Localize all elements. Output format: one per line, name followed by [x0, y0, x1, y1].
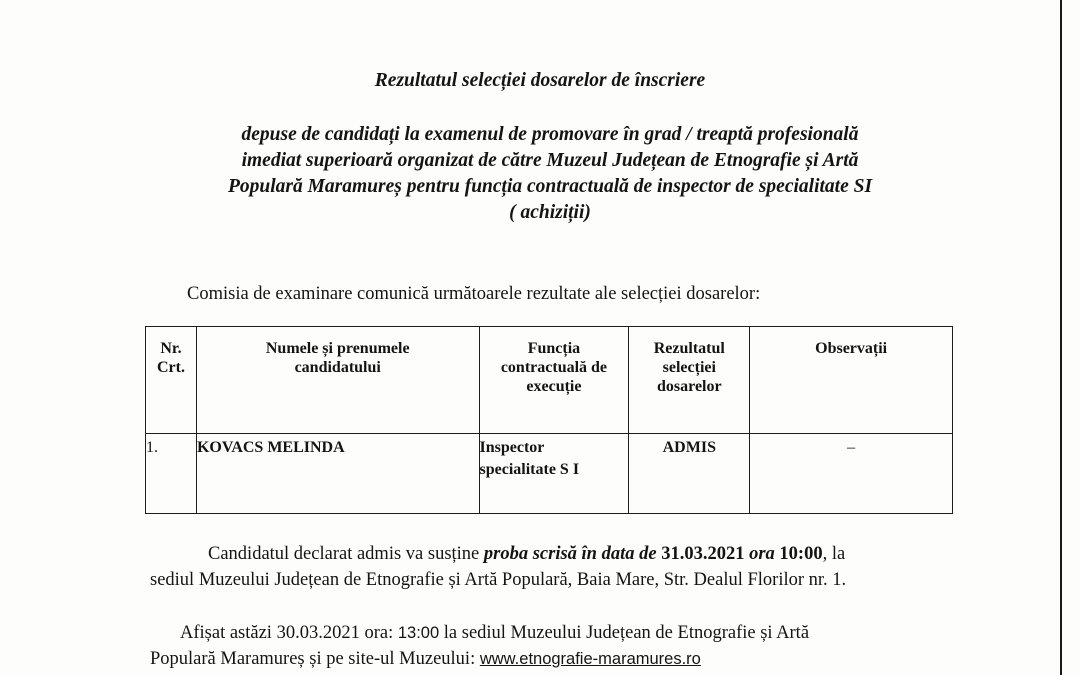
table-row: [146, 434, 953, 514]
header-nr: Nr. Crt.: [146, 327, 197, 434]
subtitle-line: Populară Maramureș pentru funcția contractuală de inspector de specialitate SI: [227, 176, 873, 197]
cell-nr: 1.: [146, 434, 197, 514]
exam-info-paragraph: Candidatul declarat admis va susține proba scrisă în data de 31.03.2021 ora 10:00, la sediul Muzeului Județean de Etnografie și Artă Populară, Baia Mare, Str. Dealul Florilor nr. 1.: [150, 544, 847, 590]
posting-info-paragraph: Afișat astăzi 30.03.2021 ora: 13:00 la sediul Muzeului Județean de Etnografie și Artă Populară Maramureș și pe site-ul Muzeului: www.etnografie-maramures.ro: [150, 623, 810, 669]
header-result: Rezultatul selecției dosarelor: [629, 327, 750, 434]
cell-name: KOVACS MELINDA: [196, 434, 479, 514]
subtitle-line: imediat superioară organizat de către Muzeul Județean de Etnografie și Artă: [241, 150, 859, 171]
subtitle-line: ( achiziții): [509, 202, 591, 223]
results-table: [145, 326, 953, 514]
header-function: Funcția contractuală de execuție: [479, 327, 629, 434]
document-subtitle: [130, 122, 970, 226]
document-title: Rezultatul selecției dosarelor de înscriere: [374, 70, 706, 91]
cell-result: ADMIS: [629, 434, 750, 514]
header-observations: Observații: [750, 327, 953, 434]
intro-text: Comisia de examinare comunică următoarele rezultate ale selecției dosarelor:: [187, 284, 761, 304]
exam-time: 10:00: [779, 544, 823, 564]
cell-function: Inspector specialitate S I: [479, 434, 629, 514]
exam-date: 31.03.2021: [661, 544, 745, 564]
cell-observations: –: [750, 434, 953, 514]
subtitle-line: depuse de candidați la examenul de promovare în grad / treaptă profesională: [241, 124, 859, 145]
table-header-row: [146, 327, 953, 434]
posting-time: 13:00: [397, 624, 440, 642]
page-edge-line: [1060, 0, 1062, 675]
header-name: Numele și prenumele candidatului: [196, 327, 479, 434]
website-link[interactable]: www.etnografie-maramures.ro: [479, 650, 701, 668]
